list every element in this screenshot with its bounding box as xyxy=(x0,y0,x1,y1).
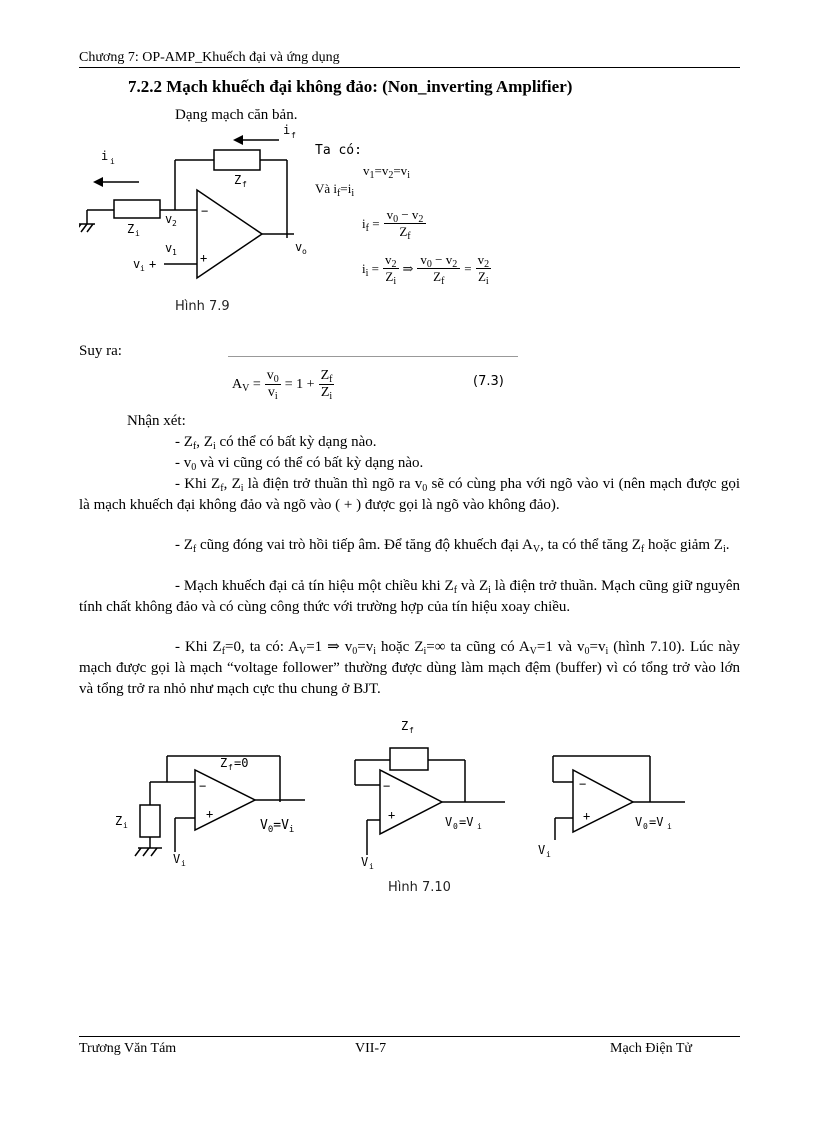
svg-text:i: i xyxy=(283,123,291,137)
svg-text:Z: Z xyxy=(220,756,228,770)
svg-text:V: V xyxy=(538,843,546,857)
svg-text:−: − xyxy=(201,204,209,218)
svg-text:V: V xyxy=(361,855,369,869)
equation-ii: $i_i$ = $\frac{v_2}{Z_i}$ ⇒ $\frac{v_0 - v_2}{Z_f}$ = $\frac{v_2}{Z_i}$ xyxy=(362,252,490,287)
svg-text:V: V xyxy=(173,852,181,866)
svg-text:0: 0 xyxy=(643,822,648,831)
remark-4: - $Z_f$ cũng đóng vai trò hồi tiếp âm. Để tăng độ khuếch đại $A_V$, ta có thể tăng $Z_f$ hoặc giảm $Z_i$. xyxy=(175,537,730,555)
ta-co-label: Ta có: xyxy=(315,143,362,158)
zi-resistor xyxy=(114,200,160,218)
svg-text:2: 2 xyxy=(172,219,177,228)
formula-rule xyxy=(228,356,518,357)
remark-5: - Mạch khuếch đại cả tín hiệu một chiều khi $Z_f$ và $Z_i$ là điện trở thuần. Mạch cũng giữ nguyên tính chất không đảo và có cùng công thức với trường hợp của tín hiệu xoay chiều. xyxy=(79,578,740,615)
svg-text:Z: Z xyxy=(401,719,409,733)
remark-6: - Khi $Z_f=0$, ta có: $A_V=1$ ⇒ $v_0=v_i$ hoặc $Z_i=\infty$ ta cũng có $A_V=1$ và $v_0=v_i$ (hình 7.10). Lúc này mạch được gọi là mạch “voltage follower” thường được dùng làm mạch đệm (buffer) vì có tổng trở vào lớn và tổng trở ra nhỏ như mạch cực thu chung ở BJT. xyxy=(79,639,740,697)
svg-text:i: i xyxy=(369,862,374,871)
svg-text:o: o xyxy=(302,247,307,256)
figure-7-10-caption: Hình 7.10 xyxy=(388,880,451,895)
footer-author: Trương Văn Tám xyxy=(79,1041,177,1056)
svg-text:v: v xyxy=(133,257,141,271)
svg-text:Z: Z xyxy=(115,814,123,828)
svg-text:Z: Z xyxy=(234,173,242,187)
header-rule xyxy=(79,67,740,68)
svg-text:f: f xyxy=(409,726,414,735)
running-header: Chương 7: OP-AMP_Khuếch đại và ứng dụng xyxy=(79,50,340,65)
remarks-title: Nhận xét: xyxy=(127,413,186,429)
footer-course: Mạch Điện Tử xyxy=(610,1041,692,1056)
figure-7-9-circuit xyxy=(79,120,339,320)
svg-text:v: v xyxy=(165,241,173,255)
equation-currents: Và $i_f=i_i$ xyxy=(315,181,355,199)
suy-ra-label: Suy ra: xyxy=(79,343,122,359)
svg-text:i: i xyxy=(135,229,140,238)
svg-text:−: − xyxy=(579,777,587,791)
footer-page-number: VII-7 xyxy=(355,1041,387,1056)
remark-1: - $Z_f$, $Z_i$ có thể có bất kỳ dạng nào. xyxy=(175,434,377,452)
figure-7-9-caption: Hình 7.9 xyxy=(175,299,230,314)
svg-text:i: i xyxy=(101,149,109,163)
svg-text:f: f xyxy=(242,180,247,189)
svg-text:Z: Z xyxy=(127,222,135,236)
svg-text:v: v xyxy=(295,240,303,254)
svg-text:V: V xyxy=(445,815,453,829)
footer-rule xyxy=(79,1036,740,1037)
section-title: 7.2.2 Mạch khuếch đại không đảo: (Non_inverting Amplifier) xyxy=(128,77,573,96)
remark-2: - $v_0$ và vi cũng có thể có bất kỳ dạng nào. xyxy=(175,455,424,473)
equation-v: $v_1=v_2=v_i$ xyxy=(363,163,410,181)
svg-text:1: 1 xyxy=(172,248,177,257)
svg-text:=V: =V xyxy=(459,815,474,829)
svg-text:i: i xyxy=(546,850,551,859)
remark-3: - Khi $Z_f$, $Z_i$ là điện trở thuần thì ngõ ra $v_0$ sẽ có cùng pha với ngõ vào vi (nên mạch được gọi là mạch khuếch đại không đảo và ngõ vào ( + ) được gọi là ngõ vào không đảo). xyxy=(79,476,740,513)
svg-text:f: f xyxy=(291,131,296,140)
svg-text:+: + xyxy=(206,807,214,821)
svg-text:+: + xyxy=(200,251,208,265)
equation-if: $i_f$ = $\frac{v_0 - v_2}{Z_f}$ xyxy=(362,207,426,240)
svg-text:=0: =0 xyxy=(234,756,249,770)
zf-resistor xyxy=(214,150,260,170)
svg-text:−: − xyxy=(383,779,391,793)
svg-text:f: f xyxy=(228,763,233,772)
svg-text:+: + xyxy=(149,257,157,271)
svg-text:+: + xyxy=(388,808,396,822)
svg-text:i: i xyxy=(667,822,672,831)
svg-text:i: i xyxy=(477,822,482,831)
intro-text: Dạng mạch căn bản. xyxy=(175,107,298,123)
figure-7-10-circuits xyxy=(105,710,705,875)
svg-text:i: i xyxy=(123,821,128,830)
equation-number: (7.3) xyxy=(473,374,504,389)
gain-formula: $A_V$ = $\frac{v_0}{v_i}$ = 1 + $\frac{Z_f}{Z_i}$ xyxy=(232,368,333,402)
svg-text:V: V xyxy=(635,815,643,829)
svg-text:+: + xyxy=(583,809,591,823)
svg-text:0: 0 xyxy=(453,822,458,831)
svg-text:v: v xyxy=(165,212,173,226)
svg-text:i: i xyxy=(110,157,115,166)
svg-text:V0=Vi: $V_0=V_i$ xyxy=(260,818,295,835)
svg-text:=V: =V xyxy=(649,815,664,829)
svg-text:−: − xyxy=(199,779,207,793)
svg-text:i: i xyxy=(140,264,145,273)
svg-text:i: i xyxy=(181,859,186,868)
